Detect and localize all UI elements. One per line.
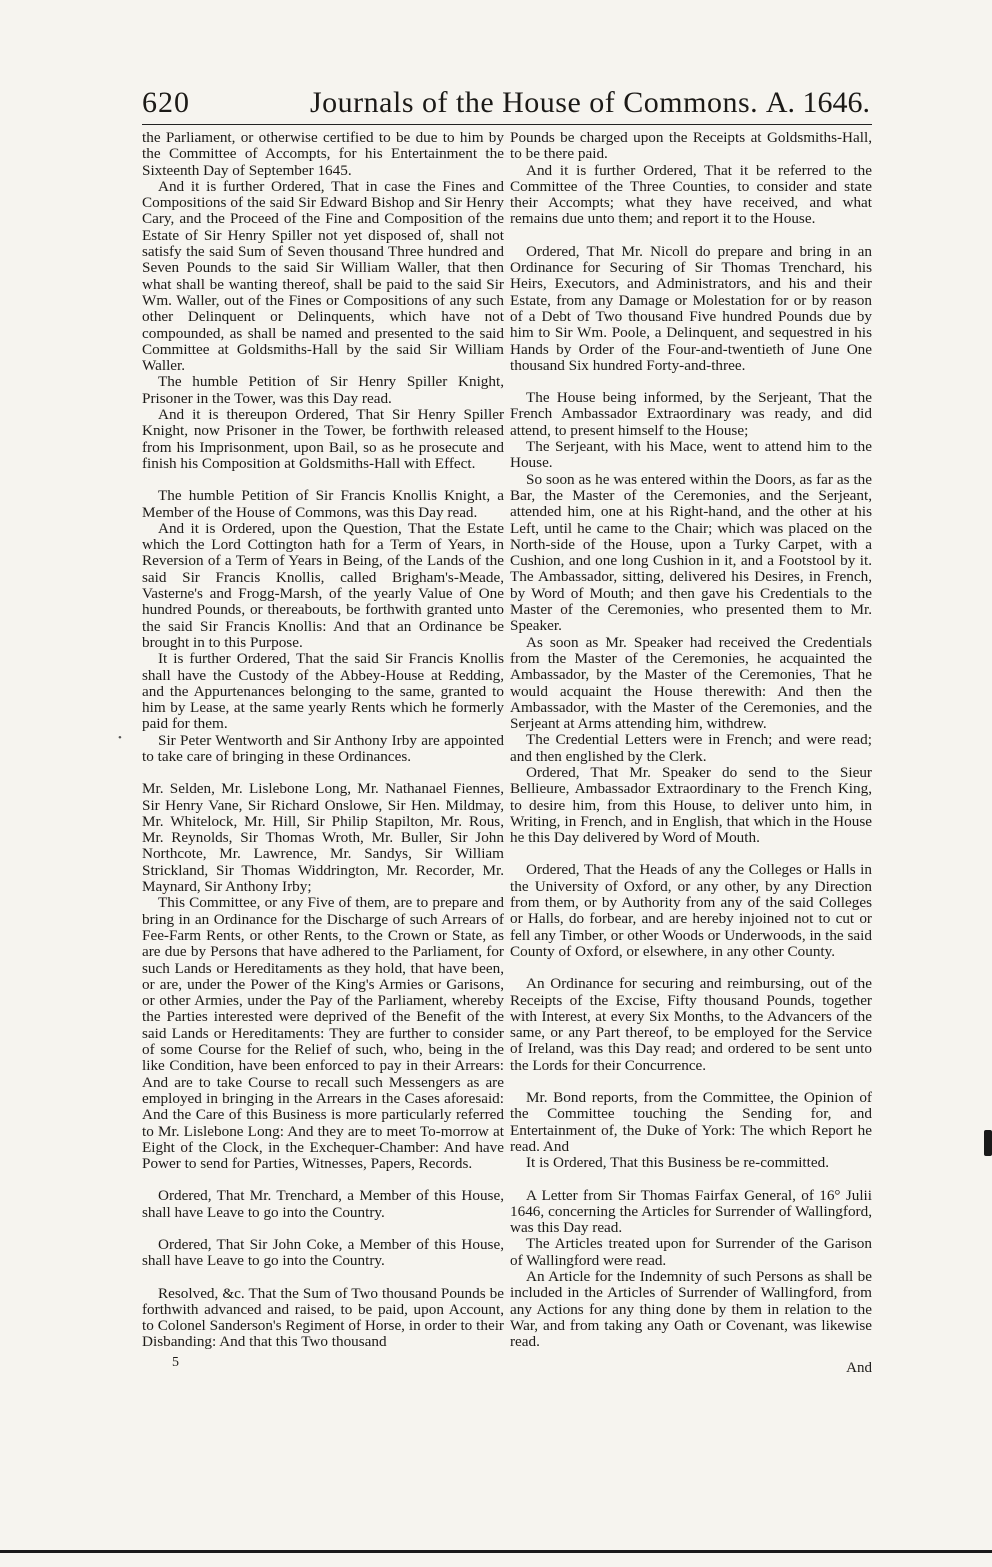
paragraph: An Ordinance for securing and reimbursing, out of the Receipts of the Excise, Fifty thousand Pounds, together with Interest, at every Six Months, to the Advancers of the same, or any Part thereof, to be employed for the Service of Ireland, was this Day read; and ordered to be sent unto the Lords for their Concurrence. <box>510 975 872 1074</box>
paragraph: Sir Peter Wentworth and Sir Anthony Irby are appointed to take care of bringing in these Ordinances. <box>142 731 504 765</box>
paragraph: And it is further Ordered, That in case the Fines and Compositions of the said Sir Edward Bishop and Sir Henry Cary, and the Proceed of the Fine and Composition of the Estate of Sir Henry Spiller not yet disposed of, shall not satisfy the said Sum of Seven thousand Three hundred and Seven Pounds to the said Sir William Waller, that then what shall be wanting thereof, shall be paid to the said Sir Wm. Waller, out of the Fines or Compositions of any such other Delinquent or Delinquents, which have not compounded, as shall be named and presented to the said Committee at Goldsmiths-Hall by the said Sir William Waller. <box>142 177 504 375</box>
paragraph: So soon as he was entered within the Doors, as far as the Bar, the Master of the Ceremonies, and the Serjeant, attended him, one at his Right-hand, and the other at his Left, until he came to the Chair; which was placed on the North-side of the House, upon a Turky Carpet, with a Cushion, and one long Cushion in it, and a Footstool by it. The Ambassador, sitting, delivered his Desires, in French, by Word of Mouth; and then gave his Credentials to the Master of the Ceremonies, who presented them to Mr. Speaker. <box>510 470 872 635</box>
paragraph: The humble Petition of Sir Henry Spiller Knight, Prisoner in the Tower, was this Day read. <box>142 373 504 407</box>
paragraph: It is further Ordered, That the said Sir Francis Knollis shall have the Custody of the Abbey-House at Redding, and the Appurtenances belonging to the same, granted to him by Lease, at the same yearly Rents which he formerly paid for them. <box>142 650 504 733</box>
catchword: And <box>846 1360 872 1377</box>
paragraph: Resolved, &c. That the Sum of Two thousand Pounds be forthwith advanced and raised, to be paid, upon Account, to Colonel Sanderson's Regiment of Horse, in order to their Disbanding: And that this Two thousand <box>142 1284 504 1351</box>
paragraph: And it is thereupon Ordered, That Sir Henry Spiller Knight, now Prisoner in the Tower, be forthwith released from his Imprisonment, upon Bail, so as he prosecute and finish his Composition at Goldsmiths-Hall with Effect. <box>142 406 504 472</box>
margin-mark: • <box>118 732 122 744</box>
paragraph: Ordered, That the Heads of any the Colleges or Halls in the University of Oxford, or any other, by any Direction from them, or by Authority from any of the said Colleges or Halls, do forbear, and are hereby injoined not to cut or fell any Timber, or other Woods or Underwoods, in the said County of Oxford, or elsewhere, in any other County. <box>510 861 872 960</box>
paragraph: Mr. Bond reports, from the Committee, the Opinion of the Committee touching the Sending for, and Entertainment of, the Duke of York: The which Report he read. And <box>510 1089 872 1155</box>
paragraph: The Serjeant, with his Mace, went to attend him to the House. <box>510 438 872 472</box>
left-column <box>142 130 504 1371</box>
paragraph: And it is Ordered, upon the Question, That the Estate which the Lord Cottington hath for a Term of Years, in Reversion of a Term of Years in Being, of the Lands of the said Sir Francis Knollis, called Brigham's-Meade, Vasterne's and Frogg-Marsh, of the yearly Value of One hundred Pounds, or thereabouts, be forthwith granted unto the said Sir Francis Knollis: And that an Ordinance be brought in to this Purpose. <box>142 519 504 651</box>
page-edge-mark <box>984 1130 992 1156</box>
paragraph: Ordered, That Mr. Trenchard, a Member of this House, shall have Leave to go into the Country. <box>142 1187 504 1221</box>
page-number: 620 <box>142 86 190 119</box>
paragraph: Pounds be charged upon the Receipts at Goldsmiths-Hall, to be there paid. <box>510 129 872 163</box>
paragraph: Ordered, That Mr. Speaker do send to the Sieur Bellieure, Ambassador Extraordinary to the French King, to desire him, from this House, to deliver unto him, in Writing, in French, and in English, that which in the House he this Day delivered by Word of Mouth. <box>510 763 872 847</box>
running-header <box>142 86 870 126</box>
paragraph: The humble Petition of Sir Francis Knollis Knight, a Member of the House of Commons, was this Day read. <box>142 487 504 521</box>
committee-members: Mr. Selden, Mr. Lislebone Long, Mr. Nathanael Fiennes, Sir Henry Vane, Sir Richard Onslowe, Sir Hen. Mildmay, Mr. Whitelock, Mr. Hill, Sir Philip Stapilton, Mr. Rous, Mr. Reynolds, Sir Thomas Wroth, Mr. Buller, Sir John Northcote, Mr. Lawrence, Mr. Sandys, Sir William Strickland, Sir Thomas Widdrington, Mr. Recorder, Mr. Maynard, Sir Anthony Irby; <box>142 780 504 896</box>
paragraph: Ordered, That Sir John Coke, a Member of this House, shall have Leave to go into the Country. <box>142 1236 504 1270</box>
paragraph: This Committee, or any Five of them, are to prepare and bring in an Ordinance for the Discharge of such Arrears of Fee-Farm Rents, or other Rents, to the Crown or State, as are due by Persons that have adhered to the Parliament, for such Lands or Hereditaments as they hold, that have been, or are, under the Power of the King's Armies or Garisons, or other Armies, under the Pay of the Parliament, whereby the Parties interested were deprived of the Benefit of the said Lands or Hereditaments: They are further to consider of some Course for the Relief of such, who, being in the like Condition, have been enforced to pay in their Arrears: And are to take Course to recall such Messengers as are employed in bringing in the Arrears in the Cases aforesaid: And the Care of this Business is more particularly referred to Mr. Lislebone Long: And they are to meet To-morrow at Eight of the Clock, in the Exchequer-Chamber: And have Power to send for Parties, Witnesses, Papers, Records. <box>142 894 504 1173</box>
header-rule <box>142 124 872 125</box>
paragraph: A Letter from Sir Thomas Fairfax General, of 16° Julii 1646, concerning the Articles for Surrender of Wallingford, was this Day read. <box>510 1186 872 1237</box>
journal-title: Journals of the House of Commons. <box>310 86 759 119</box>
right-column <box>510 130 872 1377</box>
paragraph: Ordered, That Mr. Nicoll do prepare and bring in an Ordinance for Securing of Sir Thomas Trenchard, his Heirs, Executors, and Administrators, and his and their Estate, from any Damage or Molestation for or by reason of a Debt of Two thousand Five hundred Pounds due by him to Sir Wm. Poole, a Delinquent, and sequestred in his Hands by Order of the Four-and-twentieth of June One thousand Six hundred Forty-and-three. <box>510 242 872 374</box>
paragraph: It is Ordered, That this Business be re-committed. <box>526 1154 829 1172</box>
signature-mark: 5 <box>172 1354 179 1370</box>
paragraph: And it is further Ordered, That it be referred to the Committee of the Three Counties, to consider and state their Accompts; what they have received, and what remains due unto them; and report it to the House. <box>510 161 872 228</box>
paragraph: The Articles treated upon for Surrender of the Garison of Wallingford were read. <box>510 1235 872 1269</box>
paragraph: The Credential Letters were in French; and were read; and then englished by the Clerk. <box>510 731 872 765</box>
paragraph: The House being informed, by the Serjeant, That the French Ambassador Extraordinary was ready, and did attend, to present himself to the House; <box>510 389 872 439</box>
paragraph: An Article for the Indemnity of such Persons as shall be included in the Articles of Surrender of Wallingford, from any Actions for any thing done by them in relation to the War, and from taking any Oath or Covenant, was likewise read. <box>510 1268 872 1351</box>
paragraph: the Parliament, or otherwise certified to be due to him by the Committee of Accompts, for his Entertainment the Sixteenth Day of September 1645. <box>142 129 504 179</box>
bottom-edge-rule <box>0 1550 992 1553</box>
paragraph: As soon as Mr. Speaker had received the Credentials from the Master of the Ceremonies, he acquainted the Ambassador, by the Master of the Ceremonies, That he would acquaint the House therewith: And then the Ambassador, with the Master of the Ceremonies, and the Serjeant at Arms attending him, withdrew. <box>510 633 872 733</box>
year-mark: A. 1646. <box>765 86 870 119</box>
